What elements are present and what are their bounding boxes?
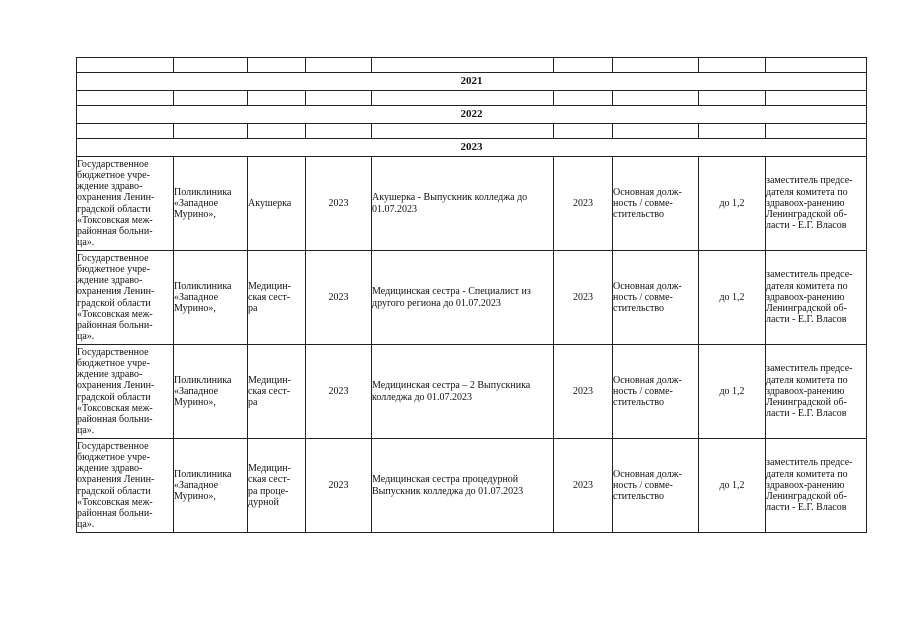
branch-cell: Поликлиника «Западное Мурино», [174,157,248,251]
position-cell: Медицин- ская сест- ра проце- дурной [248,439,306,533]
year-row [77,139,867,157]
year-row [77,106,867,124]
responsible-cell: заместитель предсе- дателя комитета по здравоох-ранению Ленинградской об- ласти - Е.Г. Власов [766,439,867,533]
description-cell: Медицинская сестра процедурной Выпускник колледжа до 01.07.2023 [372,439,554,533]
description-cell: Акушерка - Выпускник колледжа до 01.07.2023 [372,157,554,251]
year-cell: 2023 [306,157,372,251]
organization-cell: Государственное бюджетное учре- ждение здраво- охранения Ленин- градской области «Токсовская меж- районная больни- ца». [77,157,174,251]
empty-row [77,124,867,139]
employment-cell: Основная долж- ность / совме- стительство [613,157,699,251]
responsible-cell: заместитель предсе- дателя комитета по здравоох-ранению Ленинградской об- ласти - Е.Г. Власов [766,157,867,251]
position-cell: Медицин- ская сест- ра [248,345,306,439]
organization-cell: Государственное бюджетное учре- ждение здраво- охранения Ленин- градской области «Токсовская меж- районная больни- ца». [77,345,174,439]
branch-cell: Поликлиника «Западное Мурино», [174,439,248,533]
plan-year-cell: 2023 [554,345,613,439]
plan-year-cell: 2023 [554,439,613,533]
empty-row [77,58,867,73]
employment-cell: Основная долж- ность / совме- стительство [613,345,699,439]
staffing-table [76,57,867,533]
year-row [77,73,867,91]
branch-cell: Поликлиника «Западное Мурино», [174,251,248,345]
plan-year-cell: 2023 [554,157,613,251]
rate-cell: до 1,2 [699,439,766,533]
table-row [77,157,867,251]
year-cell: 2023 [306,345,372,439]
year-heading: 2022 [77,106,867,124]
organization-cell: Государственное бюджетное учре- ждение здраво- охранения Ленин- градской области «Токсовская меж- районная больни- ца». [77,251,174,345]
rate-cell: до 1,2 [699,345,766,439]
year-heading: 2021 [77,73,867,91]
organization-cell: Государственное бюджетное учре- ждение здраво- охранения Ленин- градской области «Токсовская меж- районная больни- ца». [77,439,174,533]
table-row [77,251,867,345]
empty-row [77,91,867,106]
responsible-cell: заместитель предсе- дателя комитета по здравоох-ранению Ленинградской об- ласти - Е.Г. Власов [766,251,867,345]
position-cell: Акушерка [248,157,306,251]
year-cell: 2023 [306,439,372,533]
responsible-cell: заместитель предсе- дателя комитета по здравоох-ранению Ленинградской об- ласти - Е.Г. Власов [766,345,867,439]
year-cell: 2023 [306,251,372,345]
employment-cell: Основная долж- ность / совме- стительство [613,251,699,345]
description-cell: Медицинская сестра – 2 Выпускника колледжа до 01.07.2023 [372,345,554,439]
employment-cell: Основная долж- ность / совме- стительство [613,439,699,533]
rate-cell: до 1,2 [699,251,766,345]
branch-cell: Поликлиника «Западное Мурино», [174,345,248,439]
table-row [77,345,867,439]
position-cell: Медицин- ская сест- ра [248,251,306,345]
description-cell: Медицинская сестра - Специалист из другого региона до 01.07.2023 [372,251,554,345]
table-row [77,439,867,533]
rate-cell: до 1,2 [699,157,766,251]
year-heading: 2023 [77,139,867,157]
plan-year-cell: 2023 [554,251,613,345]
